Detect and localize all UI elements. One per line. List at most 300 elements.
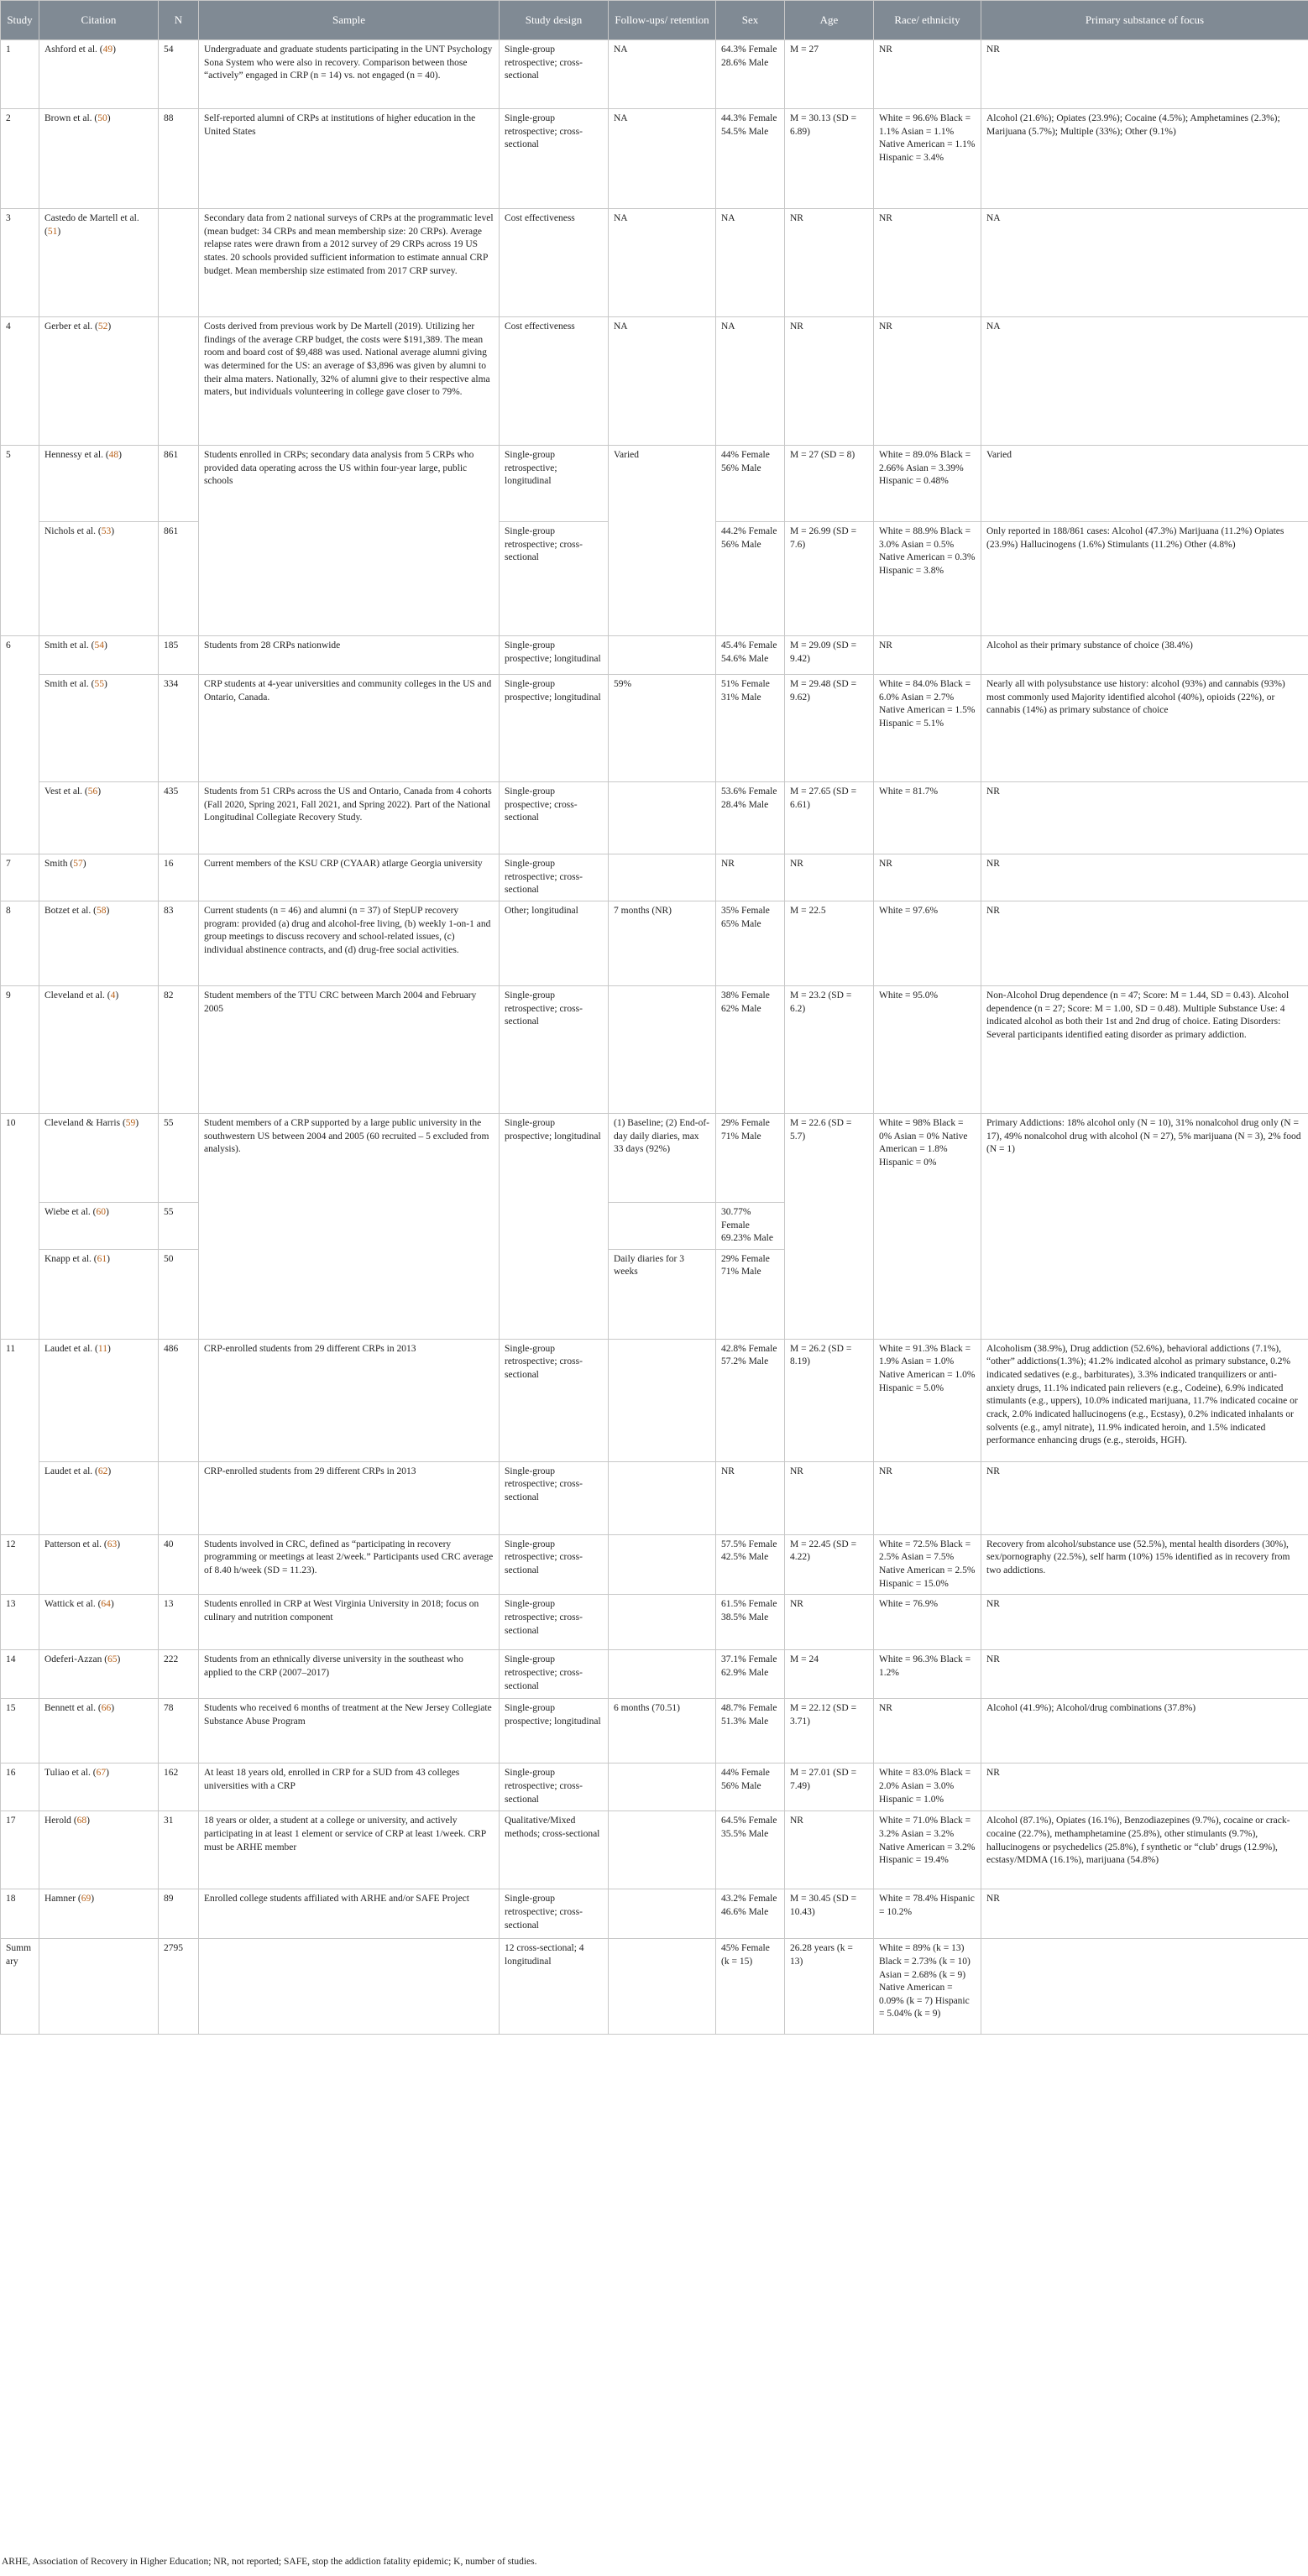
study-number-cell: Summary [1,1939,39,2035]
sex-cell: 57.5% Female 42.5% Male [716,1534,785,1595]
citation-cell: Patterson et al. (63) [39,1534,159,1595]
age-cell: M = 24 [785,1650,874,1699]
follow-up-cell [609,1339,716,1461]
study-design-cell: Single-group retrospective; cross-sectional [500,1763,609,1811]
primary-substance-cell: Alcohol (87.1%), Opiates (16.1%), Benzodiazepines (9.7%), cocaine or crack-cocaine (22.7%), methamphetamine (25.8%), other stimulants (9.7%), hallucinogens or psychedelics (25.8%), f synthetic or “club’ drugs (12.9%), ecstasy/MDMA (16.1%), marijuana (54.8%) [981,1811,1308,1889]
sex-cell: 35% Female 65% Male [716,901,785,985]
citation-reference-link[interactable]: 61 [97,1253,107,1264]
sample-cell: Students who received 6 months of treatment at the New Jersey Collegiate Substance Abuse Program [199,1699,500,1763]
follow-up-cell [609,1461,716,1534]
study-number-cell: 6 [1,636,39,854]
sample-size-cell: 162 [159,1763,199,1811]
citation-author: Herold [44,1816,71,1826]
primary-substance-cell: Nearly all with polysubstance use history: alcohol (93%) and cannabis (93%) most commonly used Majority identified alcohol (40%), opioids (22%), or cannabis (14%) as primary substance of choice [981,675,1308,782]
sample-cell: Current members of the KSU CRP (CYAAR) atlarge Georgia university [199,854,500,901]
follow-up-cell: 59% [609,675,716,782]
study-design-cell: Single-group prospective; cross-sectional [500,782,609,854]
citation-reference-link[interactable]: 59 [125,1117,136,1128]
primary-substance-cell: Varied [981,446,1308,522]
race-ethnicity-cell: White = 76.9% [874,1595,981,1650]
sample-cell: Undergraduate and graduate students participating in the UNT Psychology Sona System who were also in recovery. Comparison between those “actively” engaged in CRP (n = 14) vs. not engaged (n = 40). [199,40,500,109]
citation-reference-link[interactable]: 50 [97,113,107,123]
sample-cell: Secondary data from 2 national surveys of CRPs at the programmatic level (mean budget: 34 CRPs and mean membership size: 20 CRPs). Average relapse rates were drawn from a 2012 survey of 29 CRPs across 19 US states. 20 schools provided sufficient information to estimate annual CRP budget. Mean membership size estimated from 2017 CRP survey. [199,209,500,317]
citation-reference-link[interactable]: 68 [76,1816,87,1826]
race-ethnicity-cell: White = 71.0% Black = 3.2% Asian = 3.2% Native American = 3.2% Hispanic = 19.4% [874,1811,981,1889]
primary-substance-cell: Alcoholism (38.9%), Drug addiction (52.6%), behavioral addictions (7.1%), “other” addictions(1.3%); 41.2% indicated alcohol as primary substance, 0.2% indicated sedatives (e.g., barbiturates), 3.3% indicated tranquilizers or anti-anxiety drugs, 11.1% indicated pain relievers (e.g., Codeine), 6.9% indicated stimulants (e.g., uppers), 10.0% indicated marijuana, 11.7% indicated cocaine or crack, 2.0% indicated hallucinogens (e.g., Ecstasy), 0.2% indicated inhalants or solvents (e.g., amyl nitrate), 11.9% indicated heroin, and 1.5% indicated performance enhancing drugs (e.g., steroids, HGH). [981,1339,1308,1461]
study-number-cell: 4 [1,317,39,446]
citation-cell: Odeferi-Azzan (65) [39,1650,159,1699]
study-number-cell: 8 [1,901,39,985]
citation-reference-link[interactable]: 60 [96,1206,106,1217]
column-header: Follow-ups/ retention [609,1,716,40]
citation-cell: Hamner (69) [39,1889,159,1939]
study-design-cell: Qualitative/Mixed methods; cross-sectional [500,1811,609,1889]
sample-cell: Self-reported alumni of CRPs at institutions of higher education in the United States [199,109,500,209]
follow-up-cell [609,985,716,1113]
follow-up-cell: Varied [609,446,716,636]
table-row [1,985,1308,1113]
citation-author: Laudet et al. [44,1343,93,1354]
sample-cell [199,1939,500,2035]
age-cell: NR [785,317,874,446]
study-design-cell: Single-group retrospective; cross-sectional [500,985,609,1113]
study-number-cell: 7 [1,854,39,901]
study-number-cell: 10 [1,1113,39,1339]
follow-up-cell: Daily diaries for 3 weeks [609,1249,716,1339]
sample-cell: Students enrolled in CRPs; secondary data analysis from 5 CRPs who provided data operating across the US within four-year large, public schools [199,446,500,636]
sample-cell: CRP-enrolled students from 29 different CRPs in 2013 [199,1339,500,1461]
follow-up-cell [609,1889,716,1939]
citation-author: Hennessy et al. [44,450,103,460]
table-row [1,1461,1308,1534]
citation-cell: Cleveland et al. (4) [39,985,159,1113]
citation-cell: Smith et al. (55) [39,675,159,782]
follow-up-cell: 7 months (NR) [609,901,716,985]
sample-size-cell: 13 [159,1595,199,1650]
citation-cell: Herold (68) [39,1811,159,1889]
citation-reference-link[interactable]: 53 [101,526,112,536]
sex-cell: 38% Female 62% Male [716,985,785,1113]
study-number-cell: 14 [1,1650,39,1699]
citation-cell: Hennessy et al. (48) [39,446,159,522]
citation-reference-link[interactable]: 11 [97,1343,107,1354]
column-header: Age [785,1,874,40]
citation-reference-link[interactable]: 54 [94,640,104,651]
sample-size-cell: 54 [159,40,199,109]
race-ethnicity-cell: White = 72.5% Black = 2.5% Asian = 7.5% Native American = 2.5% Hispanic = 15.0% [874,1534,981,1595]
citation-cell: Tuliao et al. (67) [39,1763,159,1811]
column-header: Sex [716,1,785,40]
age-cell: M = 22.5 [785,901,874,985]
sample-cell: Students from 51 CRPs across the US and Ontario, Canada from 4 cohorts (Fall 2020, Spring 2021, Fall 2021, and Spring 2022). Part of the National Longitudinal Collegiate Recovery Study. [199,782,500,854]
race-ethnicity-cell: White = 89.0% Black = 2.66% Asian = 3.39% Hispanic = 0.48% [874,446,981,522]
sample-cell: CRP-enrolled students from 29 different CRPs in 2013 [199,1461,500,1534]
sex-cell: 64.3% Female 28.6% Male [716,40,785,109]
age-cell: M = 22.12 (SD = 3.71) [785,1699,874,1763]
study-design-cell: Single-group retrospective; cross-sectional [500,1339,609,1461]
citation-reference-link[interactable]: 65 [107,1654,118,1665]
sample-cell: CRP students at 4-year universities and community colleges in the US and Ontario, Canada. [199,675,500,782]
sample-cell: Students from 28 CRPs nationwide [199,636,500,675]
citation-reference-link[interactable]: 66 [101,1703,112,1714]
table-row [1,1113,1308,1202]
table-row [1,854,1308,901]
age-cell: M = 27 [785,40,874,109]
study-design-cell: Single-group prospective; longitudinal [500,1699,609,1763]
sample-cell: Current students (n = 46) and alumni (n = 37) of StepUP recovery program: provided (a) drug and alcohol-free living, (b) weekly 1-on-1 and group meetings to discuss recovery and school-related issues, (c) individual abstinence contracts, and (d) drug-free social activities. [199,901,500,985]
race-ethnicity-cell: White = 88.9% Black = 3.0% Asian = 0.5% Native American = 0.3% Hispanic = 3.8% [874,522,981,636]
sample-cell: Costs derived from previous work by De Martell (2019). Utilizing her findings of the average CRP budget, the costs were $191,389. The mean room and board cost of $9,488 was used. National average alumni giving was determined for the US: an average of $3,896 was given by alumni to their alma maters. Nationally, 32% of alumni give to their respective alma maters, but individuals volunteering in college gave closer to 79%. [199,317,500,446]
follow-up-cell [609,1939,716,2035]
primary-substance-cell: Non-Alcohol Drug dependence (n = 47; Score: M = 1.44, SD = 0.43). Alcohol dependence (n = 27; Score: M = 1.00, SD = 0.48). Multiple Substance Use: 4 indicated alcohol as both their 1st and 2nd drug of choice. Eating Disorders: Several participants identified eating disorder as primary addiction. [981,985,1308,1113]
follow-up-cell [609,1202,716,1249]
table-row [1,901,1308,985]
column-header: Race/ ethnicity [874,1,981,40]
age-cell: M = 26.99 (SD = 7.6) [785,522,874,636]
citation-cell: Cleveland & Harris (59) [39,1113,159,1202]
citation-reference-link[interactable]: 49 [102,44,113,55]
race-ethnicity-cell: White = 78.4% Hispanic = 10.2% [874,1889,981,1939]
age-cell: M = 26.2 (SD = 8.19) [785,1339,874,1461]
sample-cell: Students from an ethnically diverse university in the southeast who applied to the CRP (2007–2017) [199,1650,500,1699]
age-cell: M = 30.13 (SD = 6.89) [785,109,874,209]
study-design-cell: Single-group prospective; longitudinal [500,1113,609,1339]
column-header: Study [1,1,39,40]
primary-substance-cell [981,1939,1308,2035]
sex-cell: 44.3% Female 54.5% Male [716,109,785,209]
sex-cell: 29% Female 71% Male [716,1249,785,1339]
citation-cell: Brown et al. (50) [39,109,159,209]
table-row [1,109,1308,209]
citation-reference-link[interactable]: 67 [96,1768,107,1779]
age-cell: NR [785,1595,874,1650]
citation-reference-link[interactable]: 4 [110,990,116,1001]
sample-size-cell: 222 [159,1650,199,1699]
study-design-cell: Single-group prospective; longitudinal [500,675,609,782]
citation-author: Smith [44,859,68,869]
age-cell: M = 29.48 (SD = 9.62) [785,675,874,782]
study-design-cell: Single-group retrospective; longitudinal [500,446,609,522]
race-ethnicity-cell: NR [874,854,981,901]
citation-reference-link[interactable]: 63 [107,1539,118,1549]
column-header: Primary substance of focus [981,1,1308,40]
table-row [1,1889,1308,1939]
sample-size-cell [159,317,199,446]
column-header: Study design [500,1,609,40]
citation-author: Botzet et al. [44,905,92,916]
primary-substance-cell: NA [981,209,1308,317]
study-number-cell: 3 [1,209,39,317]
sample-size-cell: 31 [159,1811,199,1889]
primary-substance-cell: NA [981,317,1308,446]
citation-author: Vest et al. [44,786,83,797]
primary-substance-cell: NR [981,1889,1308,1939]
citation-author: Castedo de Martell et al. [44,213,139,223]
race-ethnicity-cell: NR [874,40,981,109]
study-design-cell: Single-group retrospective; cross-sectional [500,1889,609,1939]
study-design-cell: Single-group prospective; longitudinal [500,636,609,675]
follow-up-cell: NA [609,109,716,209]
study-design-cell: Single-group retrospective; cross-sectional [500,1534,609,1595]
citation-author: Smith et al. [44,679,89,689]
follow-up-cell [609,1534,716,1595]
race-ethnicity-cell: White = 83.0% Black = 2.0% Asian = 3.0% Hispanic = 1.0% [874,1763,981,1811]
study-design-cell: Single-group retrospective; cross-sectional [500,1650,609,1699]
citation-author: Wiebe et al. [44,1206,91,1217]
sample-size-cell: 55 [159,1202,199,1249]
sex-cell: 44% Female 56% Male [716,1763,785,1811]
table-row [1,1595,1308,1650]
sample-size-cell: 55 [159,1113,199,1202]
primary-substance-cell: NR [981,1461,1308,1534]
study-design-cell: Single-group retrospective; cross-sectional [500,522,609,636]
table-footnote: ARHE, Association of Recovery in Higher Education; NR, not reported; SAFE, stop the addiction fatality epidemic; K, number of studies. [2,2557,537,2567]
sample-cell: At least 18 years old, enrolled in CRP for a SUD from 43 colleges universities with a CRP [199,1763,500,1811]
citation-cell: Wiebe et al. (60) [39,1202,159,1249]
sample-size-cell: 50 [159,1249,199,1339]
age-cell: NR [785,1811,874,1889]
table-row [1,1534,1308,1595]
table-row [1,1763,1308,1811]
sample-size-cell [159,209,199,317]
table-row [1,1939,1308,2035]
age-cell: NR [785,209,874,317]
citation-cell: Botzet et al. (58) [39,901,159,985]
citation-author: Nichols et al. [44,526,96,536]
study-design-cell: Cost effectiveness [500,317,609,446]
study-design-cell: Single-group retrospective; cross-sectional [500,1595,609,1650]
follow-up-cell [609,1595,716,1650]
sex-cell: 51% Female 31% Male [716,675,785,782]
follow-up-cell [609,636,716,675]
follow-up-cell [609,782,716,854]
citation-author: Tuliao et al. [44,1768,91,1779]
age-cell: M = 27 (SD = 8) [785,446,874,522]
race-ethnicity-cell: White = 96.6% Black = 1.1% Asian = 1.1% Native American = 1.1% Hispanic = 3.4% [874,109,981,209]
sex-cell: 43.2% Female 46.6% Male [716,1889,785,1939]
sex-cell: NR [716,1461,785,1534]
race-ethnicity-cell: NR [874,317,981,446]
sex-cell: 30.77% Female 69.23% Male [716,1202,785,1249]
primary-substance-cell: NR [981,1650,1308,1699]
study-number-cell: 18 [1,1889,39,1939]
study-number-cell: 13 [1,1595,39,1650]
sample-cell: 18 years or older, a student at a college or university, and actively participating in at least 1 element or service of CRP at least 1/week. CRP must be ARHE member [199,1811,500,1889]
study-design-cell: Single-group retrospective; cross-sectional [500,40,609,109]
race-ethnicity-cell: White = 84.0% Black = 6.0% Asian = 2.7% Native American = 1.5% Hispanic = 5.1% [874,675,981,782]
sample-size-cell: 82 [159,985,199,1113]
race-ethnicity-cell: White = 95.0% [874,985,981,1113]
sample-size-cell: 435 [159,782,199,854]
citation-author: Smith et al. [44,640,89,651]
sex-cell: 44.2% Female 56% Male [716,522,785,636]
citation-cell: Smith (57) [39,854,159,901]
table-row [1,1650,1308,1699]
column-header: Citation [39,1,159,40]
sex-cell: 37.1% Female 62.9% Male [716,1650,785,1699]
table-row [1,1699,1308,1763]
citation-reference-link[interactable]: 64 [101,1599,111,1610]
race-ethnicity-cell: NR [874,1699,981,1763]
follow-up-cell [609,1811,716,1889]
table-row [1,1339,1308,1461]
study-design-cell: Single-group retrospective; cross-sectional [500,1461,609,1534]
age-cell: 26.28 years (k = 13) [785,1939,874,2035]
sample-size-cell [159,1461,199,1534]
table-header [1,1,1308,40]
table-row [1,636,1308,675]
study-number-cell: 17 [1,1811,39,1889]
primary-substance-cell: Primary Addictions: 18% alcohol only (N = 10), 31% nonalcohol drug only (N = 17), 49% nonalcohol drug with alcohol (N = 27), 5% marijuana (N = 3), 2% food (N = 1) [981,1113,1308,1339]
citation-author: Hamner [44,1894,76,1905]
age-cell: M = 27.65 (SD = 6.61) [785,782,874,854]
citation-reference-link[interactable]: 58 [96,905,107,916]
header-row [1,1,1308,40]
age-cell: NR [785,854,874,901]
race-ethnicity-cell: White = 81.7% [874,782,981,854]
citation-author: Odeferi-Azzan [44,1654,102,1665]
sample-size-cell: 334 [159,675,199,782]
primary-substance-cell: NR [981,782,1308,854]
race-ethnicity-cell: White = 96.3% Black = 1.2% [874,1650,981,1699]
race-ethnicity-cell: NR [874,209,981,317]
age-cell: M = 29.09 (SD = 9.42) [785,636,874,675]
sex-cell: 45% Female (k = 15) [716,1939,785,2035]
primary-substance-cell: Alcohol (21.6%); Opiates (23.9%); Cocaine (4.5%); Amphetamines (2.3%); Marijuana (5.7%); Multiple (33%); Other (9.1%) [981,109,1308,209]
citation-reference-link[interactable]: 62 [97,1466,108,1476]
citation-reference-link[interactable]: 48 [108,450,119,460]
column-header: N [159,1,199,40]
citation-reference-link[interactable]: 56 [87,786,98,797]
sex-cell: 45.4% Female 54.6% Male [716,636,785,675]
citation-cell: Ashford et al. (49) [39,40,159,109]
sample-cell: Enrolled college students affiliated with ARHE and/or SAFE Project [199,1889,500,1939]
study-number-cell: 11 [1,1339,39,1534]
sex-cell: 42.8% Female 57.2% Male [716,1339,785,1461]
citation-reference-link[interactable]: 55 [94,679,104,689]
follow-up-cell [609,854,716,901]
follow-up-cell: 6 months (70.51) [609,1699,716,1763]
sample-size-cell: 185 [159,636,199,675]
citation-author: Patterson et al. [44,1539,102,1549]
follow-up-cell: NA [609,209,716,317]
citation-cell: Bennett et al. (66) [39,1699,159,1763]
race-ethnicity-cell: White = 89% (k = 13) Black = 2.73% (k = 10) Asian = 2.68% (k = 9) Native American = 0.09% (k = 7) Hispanic = 5.04% (k = 9) [874,1939,981,2035]
citation-reference-link[interactable]: 51 [47,226,58,237]
primary-substance-cell: NR [981,40,1308,109]
sex-cell: NA [716,209,785,317]
citation-author: Brown et al. [44,113,92,123]
table-body [1,40,1308,2035]
citation-author: Gerber et al. [44,321,93,332]
citation-author: Knapp et al. [44,1253,92,1264]
primary-substance-cell: Alcohol as their primary substance of choice (38.4%) [981,636,1308,675]
citation-reference-link[interactable]: 69 [81,1894,92,1905]
study-design-cell: Single-group retrospective; cross-sectional [500,109,609,209]
sex-cell: 61.5% Female 38.5% Male [716,1595,785,1650]
study-number-cell: 5 [1,446,39,636]
study-design-cell: Other; longitudinal [500,901,609,985]
sex-cell: 64.5% Female 35.5% Male [716,1811,785,1889]
primary-substance-cell: Alcohol (41.9%); Alcohol/drug combinations (37.8%) [981,1699,1308,1763]
sex-cell: 29% Female 71% Male [716,1113,785,1202]
follow-up-cell [609,1650,716,1699]
follow-up-cell: (1) Baseline; (2) End-of-day daily diaries, max 33 days (92%) [609,1113,716,1202]
sample-size-cell: 16 [159,854,199,901]
study-number-cell: 1 [1,40,39,109]
study-number-cell: 12 [1,1534,39,1595]
sample-size-cell: 2795 [159,1939,199,2035]
citation-cell: Laudet et al. (11) [39,1339,159,1461]
primary-substance-cell: Only reported in 188/861 cases: Alcohol (47.3%) Marijuana (11.2%) Opiates (23.9%) Hallucinogens (1.6%) Stimulants (11.2%) Other (4.8%) [981,522,1308,636]
sample-size-cell: 861 [159,446,199,522]
sample-cell: Student members of a CRP supported by a large public university in the southwestern US between 2004 and 2005 (60 recruited – 5 excluded from analysis). [199,1113,500,1339]
citation-reference-link[interactable]: 57 [73,859,83,869]
age-cell: NR [785,1461,874,1534]
table-row [1,782,1308,854]
age-cell: M = 27.01 (SD = 7.49) [785,1763,874,1811]
citation-author: Laudet et al. [44,1466,93,1476]
age-cell: M = 22.45 (SD = 4.22) [785,1534,874,1595]
study-number-cell: 15 [1,1699,39,1763]
study-design-cell: 12 cross-sectional; 4 longitudinal [500,1939,609,2035]
age-cell: M = 22.6 (SD = 5.7) [785,1113,874,1339]
study-number-cell: 9 [1,985,39,1113]
primary-substance-cell: NR [981,1595,1308,1650]
study-design-cell: Single-group retrospective; cross-sectional [500,854,609,901]
follow-up-cell: NA [609,40,716,109]
citation-cell [39,1939,159,2035]
sample-size-cell: 861 [159,522,199,636]
sex-cell: 44% Female 56% Male [716,446,785,522]
table-row [1,675,1308,782]
citation-author: Cleveland et al. [44,990,105,1001]
table-row [1,317,1308,446]
citation-author: Ashford et al. [44,44,97,55]
column-header: Sample [199,1,500,40]
primary-substance-cell: NR [981,854,1308,901]
sample-size-cell: 83 [159,901,199,985]
sample-size-cell: 78 [159,1699,199,1763]
sample-size-cell: 89 [159,1889,199,1939]
citation-cell: Castedo de Martell et al. (51) [39,209,159,317]
sex-cell: 53.6% Female 28.4% Male [716,782,785,854]
citation-cell: Knapp et al. (61) [39,1249,159,1339]
citation-author: Wattick et al. [44,1599,96,1610]
study-design-cell: Cost effectiveness [500,209,609,317]
table-row [1,1811,1308,1889]
sample-cell: Student members of the TTU CRC between March 2004 and February 2005 [199,985,500,1113]
age-cell: M = 23.2 (SD = 6.2) [785,985,874,1113]
citation-reference-link[interactable]: 52 [97,321,108,332]
citation-cell: Vest et al. (56) [39,782,159,854]
citation-cell: Smith et al. (54) [39,636,159,675]
sample-cell: Students involved in CRC, defined as “participating in recovery programming or meetings at least 2/week.” Participants used CRC average of 8.40 h/week (SD = 11.23). [199,1534,500,1595]
sex-cell: NR [716,854,785,901]
follow-up-cell: NA [609,317,716,446]
citation-author: Bennett et al. [44,1703,96,1714]
citation-cell: Laudet et al. (62) [39,1461,159,1534]
sample-cell: Students enrolled in CRP at West Virginia University in 2018; focus on culinary and nutrition component [199,1595,500,1650]
sex-cell: NA [716,317,785,446]
race-ethnicity-cell: White = 98% Black = 0% Asian = 0% Native American = 1.8% Hispanic = 0% [874,1113,981,1339]
citation-author: Cleveland & Harris [44,1117,121,1128]
primary-substance-cell: NR [981,1763,1308,1811]
follow-up-cell [609,1763,716,1811]
age-cell: M = 30.45 (SD = 10.43) [785,1889,874,1939]
citation-cell: Nichols et al. (53) [39,522,159,636]
primary-substance-cell: NR [981,901,1308,985]
